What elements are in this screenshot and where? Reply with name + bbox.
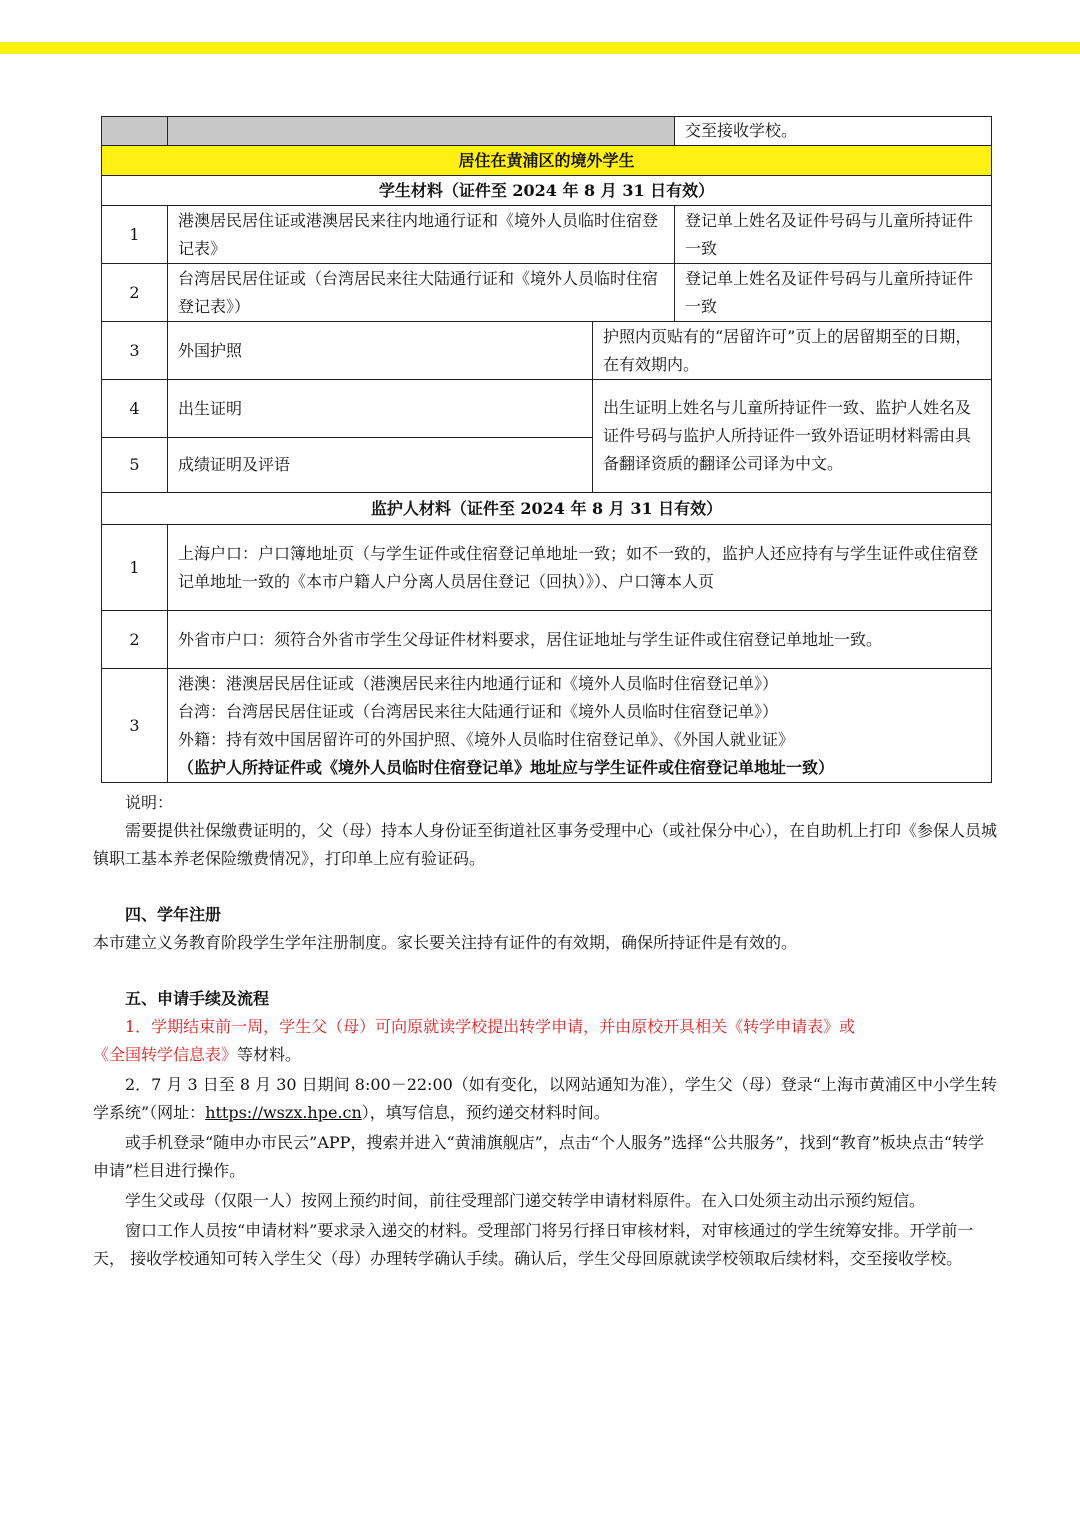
row-number: 3	[102, 669, 168, 783]
section-5-title: 五、申请手续及流程	[125, 989, 270, 1008]
row-number: 3	[102, 322, 168, 380]
table-cell: 交至接收学校。	[675, 117, 992, 146]
step-1-red-text: 1．学期结束前一周，学生父（母）可向原就读学校提出转学申请，并由原校开具相关《转学申请表》或	[125, 1017, 856, 1036]
row-number: 1	[102, 525, 168, 611]
notes-label: 说明：	[125, 793, 174, 812]
section-5-paragraph-window: 窗口工作人员按“申请材料”要求录入递交的材料。受理部门将另行择日审核材料，对审核通过的学生统筹安排。开学前一天， 接收学校通知可转入学生父（母）办理转学确认手续。确认后，学生父母回原就读学校领取后续材料，交至接收学校。	[93, 1221, 974, 1268]
table-row	[102, 525, 992, 611]
table-row	[102, 380, 992, 438]
step-2-text-end: ），填写信息，预约递交材料时间。	[361, 1103, 610, 1122]
row-number: 5	[102, 438, 168, 493]
section-5	[93, 985, 999, 1273]
material-cell: 港澳居民居住证或港澳居民来往内地通行证和《境外人员临时住宿登记表》	[168, 206, 675, 264]
top-highlight-bar	[0, 42, 1080, 54]
notes-section	[93, 789, 999, 873]
material-cell: 成绩证明及评语	[168, 438, 593, 493]
table-row	[102, 117, 992, 146]
table-row	[102, 611, 992, 669]
requirement-cell: 护照内页贴有的“居留许可”页上的居留期至的日期，在有效期内。	[593, 322, 992, 380]
material-cell: 出生证明	[168, 380, 593, 438]
materials-table	[101, 116, 992, 783]
table-row	[102, 669, 992, 783]
table-cell-gray	[168, 117, 675, 146]
section-title: 居住在黄浦区的境外学生	[102, 146, 992, 176]
guardian-line: 港澳：港澳居民居住证或（港澳居民来往内地通行证和《境外人员临时住宿登记单》）	[178, 673, 779, 693]
section-4-body: 本市建立义务教育阶段学生学年注册制度。家长要关注持有证件的有效期，确保所持证件是有效的。	[93, 933, 798, 952]
transfer-system-link[interactable]: https://wszx.hpe.cn	[205, 1103, 362, 1122]
requirement-cell: 出生证明上姓名与儿童所持证件一致、监护人姓名及证件号码与监护人所持证件一致外语证明材料需由具备翻译资质的翻译公司译为中文。	[593, 380, 992, 493]
step-1-red-text-b: 《全国转学信息表》	[93, 1045, 238, 1064]
material-cell: 台湾居民居住证或（台湾居民来往大陆通行证和《境外人员临时住宿登记表》）	[168, 264, 675, 322]
section-5-paragraph-appointment: 学生父或母（仅限一人）按网上预约时间，前往受理部门递交转学申请材料原件。在入口处须主动出示预约短信。	[125, 1191, 926, 1210]
guardian-line: 外籍：持有效中国居留许可的外国护照、《境外人员临时住宿登记单》、《外国人就业证》	[178, 729, 795, 749]
row-number: 4	[102, 380, 168, 438]
section-5-step-1	[93, 1013, 999, 1069]
row-number: 1	[102, 206, 168, 264]
student-materials-header: 学生材料（证件至 2024 年 8 月 31 日有效）	[102, 176, 992, 206]
notes-body: 需要提供社保缴费证明的，父（母）持本人身份证至街道社区事务受理中心（或社保分中心），在自助机上打印《参保人员城镇职工基本养老保险缴费情况》，打印单上应有验证码。	[93, 821, 998, 868]
requirement-cell: 登记单上姓名及证件号码与儿童所持证件一致	[675, 206, 992, 264]
guardian-material-cell: 上海户口：户口簿地址页（与学生证件或住宿登记单地址一致；如不一致的，监护人还应持有与学生证件或住宿登记单地址一致的《本市户籍人户分离人员居住登记（回执）》）、户口簿本人页	[168, 525, 992, 611]
guardian-material-cell	[168, 669, 992, 783]
section-4-title: 四、学年注册	[125, 905, 222, 924]
section-5-paragraph-app: 或手机登录“随申办市民云”APP，搜索并进入“黄浦旗舰店”，点击“个人服务”选择“公共服务”，找到“教育”板块点击“转学申请”栏目进行操作。	[93, 1133, 985, 1180]
step-2-text: 2．7 月 3 日至 8 月 30 日期间 8:00－22:00（如有变化，以网站通知为准），学生父（母）登录“上海市黄浦区中小学生转学系统”（网址：	[93, 1075, 997, 1122]
row-number: 2	[102, 264, 168, 322]
table-row	[102, 322, 992, 380]
guardian-line-note: （监护人所持证件或《境外人员临时住宿登记单》地址应与学生证件或住宿登记单地址一致）	[178, 757, 835, 777]
requirement-cell: 登记单上姓名及证件号码与儿童所持证件一致	[675, 264, 992, 322]
table-row	[102, 264, 992, 322]
step-1-rest: 等材料。	[237, 1045, 302, 1064]
guardian-line: 台湾：台湾居民居住证或（台湾居民来往大陆通行证和《境外人员临时住宿登记单》）	[178, 701, 779, 721]
section-4	[93, 901, 999, 957]
section-5-step-2	[93, 1071, 999, 1127]
material-cell: 外国护照	[168, 322, 593, 380]
guardian-materials-header: 监护人材料（证件至 2024 年 8 月 31 日有效）	[102, 493, 992, 525]
row-number: 2	[102, 611, 168, 669]
guardian-material-cell: 外省市户口：须符合外省市学生父母证件材料要求，居住证地址与学生证件或住宿登记单地址一致。	[168, 611, 992, 669]
table-cell-gray	[102, 117, 168, 146]
table-row	[102, 206, 992, 264]
